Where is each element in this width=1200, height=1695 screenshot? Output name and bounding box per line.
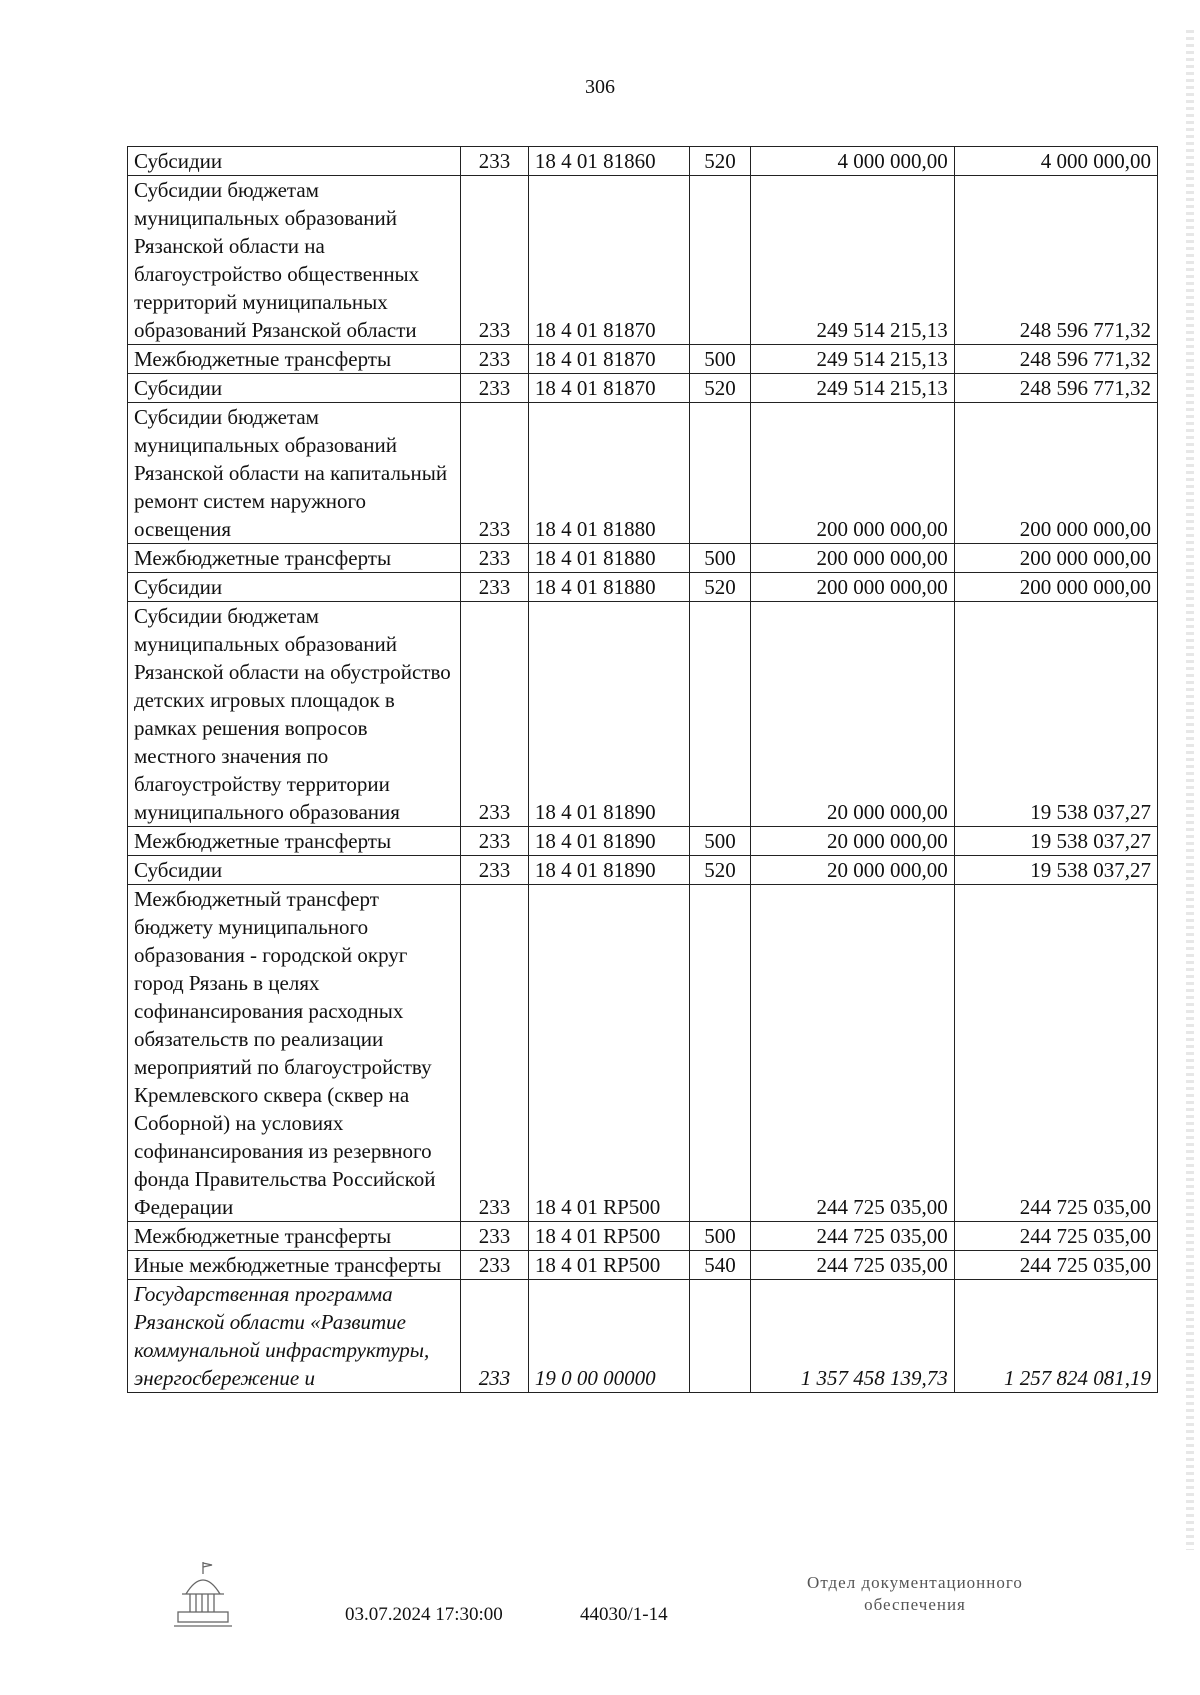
row-name: Государственная программа Рязанской области «Развитие коммунальной инфраструктуры, энергосбережение и <box>128 1280 461 1393</box>
row-code3 <box>690 1280 750 1393</box>
table-row <box>128 1222 1158 1251</box>
row-code2: 18 4 01 RP500 <box>528 885 690 1222</box>
row-code2: 18 4 01 81890 <box>528 602 690 827</box>
table-row <box>128 403 1158 544</box>
row-amount1: 20 000 000,00 <box>750 602 954 827</box>
row-amount2: 244 725 035,00 <box>954 1251 1157 1280</box>
stamp-line-2: обеспечения <box>864 1595 966 1614</box>
row-code3 <box>690 176 750 345</box>
row-code3: 500 <box>690 827 750 856</box>
footer-date: 03.07.2024 17:30:00 <box>345 1604 503 1625</box>
row-amount1: 244 725 035,00 <box>750 1222 954 1251</box>
row-code2: 18 4 01 81880 <box>528 403 690 544</box>
row-amount1: 244 725 035,00 <box>750 885 954 1222</box>
row-amount2: 4 000 000,00 <box>954 147 1157 176</box>
row-name: Субсидии бюджетам муниципальных образований Рязанской области на капитальный ремонт систем наружного освещения <box>128 403 461 544</box>
row-code1: 233 <box>461 345 529 374</box>
row-code2: 18 4 01 81890 <box>528 856 690 885</box>
row-name: Субсидии <box>128 573 461 602</box>
row-code1: 233 <box>461 147 529 176</box>
table-row <box>128 374 1158 403</box>
row-amount1: 249 514 215,13 <box>750 374 954 403</box>
row-code3: 540 <box>690 1251 750 1280</box>
row-amount2: 19 538 037,27 <box>954 602 1157 827</box>
table-row <box>128 885 1158 1222</box>
row-code3: 520 <box>690 147 750 176</box>
page-number: 306 <box>585 76 615 98</box>
row-code1: 233 <box>461 885 529 1222</box>
row-name: Межбюджетные трансферты <box>128 1222 461 1251</box>
row-code1: 233 <box>461 573 529 602</box>
row-amount1: 20 000 000,00 <box>750 856 954 885</box>
row-amount2: 248 596 771,32 <box>954 374 1157 403</box>
row-name: Межбюджетные трансферты <box>128 345 461 374</box>
row-amount2: 200 000 000,00 <box>954 573 1157 602</box>
table-row <box>128 1251 1158 1280</box>
row-code1: 233 <box>461 1280 529 1393</box>
row-amount1: 244 725 035,00 <box>750 1251 954 1280</box>
table-row <box>128 827 1158 856</box>
budget-table <box>127 146 1158 1393</box>
row-code1: 233 <box>461 602 529 827</box>
row-amount1: 200 000 000,00 <box>750 544 954 573</box>
row-amount1: 200 000 000,00 <box>750 403 954 544</box>
row-amount1: 249 514 215,13 <box>750 345 954 374</box>
table-row <box>128 544 1158 573</box>
row-code1: 233 <box>461 403 529 544</box>
row-name: Межбюджетные трансферты <box>128 544 461 573</box>
stamp-line-1: Отдел документационного <box>807 1573 1023 1592</box>
row-amount2: 244 725 035,00 <box>954 1222 1157 1251</box>
department-stamp <box>770 1572 1060 1616</box>
row-code3: 520 <box>690 856 750 885</box>
row-amount2: 200 000 000,00 <box>954 403 1157 544</box>
row-amount2: 248 596 771,32 <box>954 345 1157 374</box>
row-code2: 18 4 01 81880 <box>528 573 690 602</box>
row-code1: 233 <box>461 1251 529 1280</box>
row-name: Субсидии бюджетам муниципальных образований Рязанской области на обустройство детских игровых площадок в рамках решения вопросов местного значения по благоустройству территории муниципального образования <box>128 602 461 827</box>
row-name: Субсидии бюджетам муниципальных образований Рязанской области на благоустройство общественных территорий муниципальных образований Рязанской области <box>128 176 461 345</box>
row-code2: 18 4 01 81860 <box>528 147 690 176</box>
duma-building-icon <box>172 1560 234 1632</box>
row-code3 <box>690 602 750 827</box>
row-code2: 18 4 01 81880 <box>528 544 690 573</box>
table-row <box>128 345 1158 374</box>
row-amount1: 249 514 215,13 <box>750 176 954 345</box>
row-code2: 18 4 01 81870 <box>528 345 690 374</box>
row-code3 <box>690 403 750 544</box>
row-code1: 233 <box>461 827 529 856</box>
row-code1: 233 <box>461 544 529 573</box>
row-code2: 18 4 01 81870 <box>528 176 690 345</box>
row-code2: 18 4 01 RP500 <box>528 1251 690 1280</box>
row-code3: 520 <box>690 573 750 602</box>
row-name: Межбюджетные трансферты <box>128 827 461 856</box>
row-code1: 233 <box>461 856 529 885</box>
row-code1: 233 <box>461 176 529 345</box>
row-amount2: 244 725 035,00 <box>954 885 1157 1222</box>
table-row <box>128 1280 1158 1393</box>
row-code3 <box>690 885 750 1222</box>
row-amount1: 200 000 000,00 <box>750 573 954 602</box>
row-amount2: 200 000 000,00 <box>954 544 1157 573</box>
row-code3: 500 <box>690 1222 750 1251</box>
row-amount2: 19 538 037,27 <box>954 827 1157 856</box>
row-amount1: 1 357 458 139,73 <box>750 1280 954 1393</box>
row-name: Субсидии <box>128 856 461 885</box>
row-amount2: 248 596 771,32 <box>954 176 1157 345</box>
row-amount1: 4 000 000,00 <box>750 147 954 176</box>
row-code2: 19 0 00 00000 <box>528 1280 690 1393</box>
row-code3: 500 <box>690 544 750 573</box>
footer-doc-number: 44030/1-14 <box>580 1604 668 1625</box>
table-row <box>128 176 1158 345</box>
row-name: Межбюджетный трансферт бюджету муниципального образования - городской округ город Рязань в целях софинансирования расходных обязательств по реализации мероприятий по благоустройству Кремлевского сквера (сквер на Соборной) на условиях софинансирования из резервного фонда Правительства Российской Федерации <box>128 885 461 1222</box>
row-name: Иные межбюджетные трансферты <box>128 1251 461 1280</box>
row-code3: 500 <box>690 345 750 374</box>
row-code2: 18 4 01 81870 <box>528 374 690 403</box>
row-code1: 233 <box>461 1222 529 1251</box>
row-name: Субсидии <box>128 374 461 403</box>
row-amount2: 1 257 824 081,19 <box>954 1280 1157 1393</box>
row-amount1: 20 000 000,00 <box>750 827 954 856</box>
row-code3: 520 <box>690 374 750 403</box>
row-code1: 233 <box>461 374 529 403</box>
row-amount2: 19 538 037,27 <box>954 856 1157 885</box>
row-name: Субсидии <box>128 147 461 176</box>
row-code2: 18 4 01 81890 <box>528 827 690 856</box>
row-code2: 18 4 01 RP500 <box>528 1222 690 1251</box>
table-row <box>128 602 1158 827</box>
table-row <box>128 147 1158 176</box>
table-row <box>128 573 1158 602</box>
scan-edge-artifact <box>1186 30 1194 1550</box>
table-row <box>128 856 1158 885</box>
